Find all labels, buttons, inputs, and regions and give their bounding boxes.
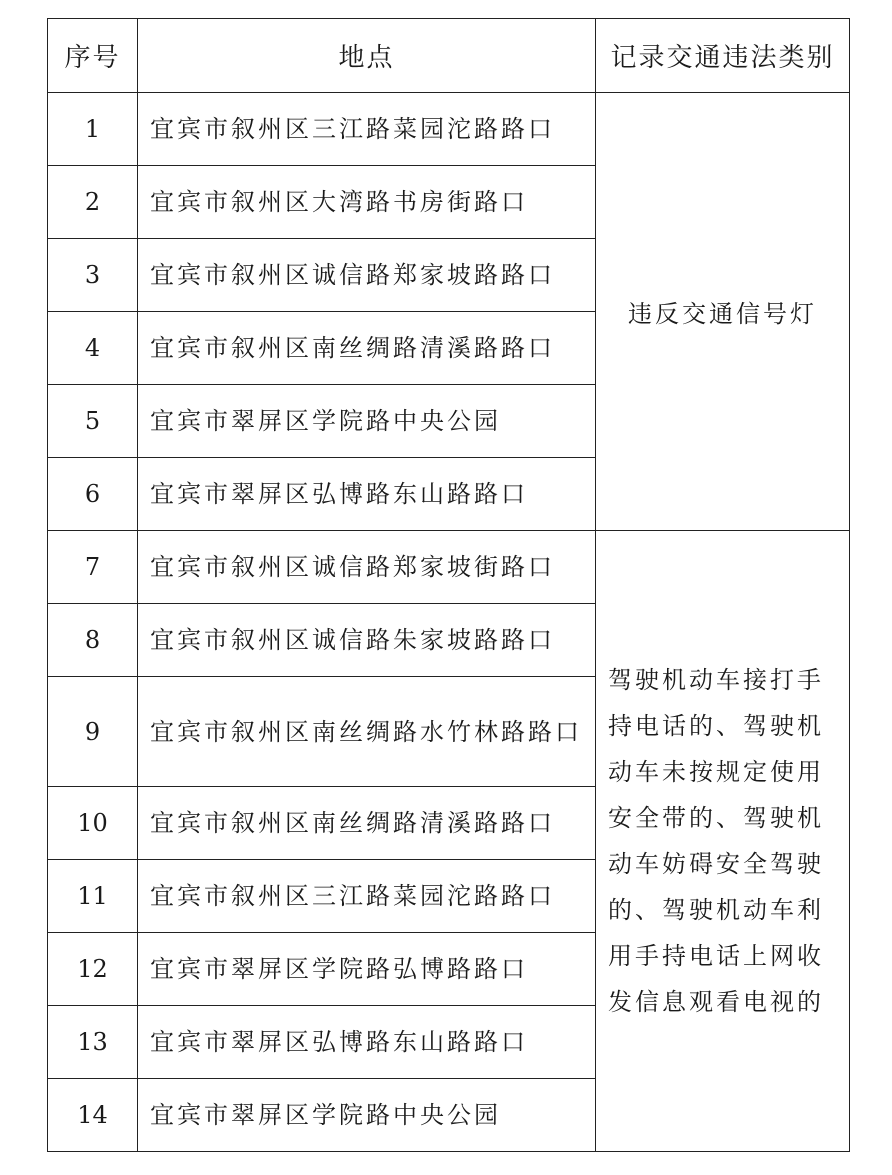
- header-no: 序号: [48, 19, 138, 93]
- row-number: 6: [48, 458, 138, 531]
- row-number: 11: [48, 860, 138, 933]
- table-row: [48, 93, 850, 166]
- row-location: 宜宾市叙州区诚信路郑家坡街路口: [138, 531, 596, 604]
- row-location: 宜宾市翠屏区学院路中央公园: [138, 385, 596, 458]
- category-traffic-signal: 违反交通信号灯: [596, 93, 850, 531]
- row-location: 宜宾市叙州区诚信路朱家坡路路口: [138, 604, 596, 677]
- row-number: 7: [48, 531, 138, 604]
- row-number: 5: [48, 385, 138, 458]
- row-location: 宜宾市叙州区南丝绸路水竹林路路口: [138, 677, 596, 787]
- table-row: [48, 531, 850, 604]
- row-number: 13: [48, 1006, 138, 1079]
- row-location: 宜宾市翠屏区学院路中央公园: [138, 1079, 596, 1152]
- row-location: 宜宾市叙州区三江路菜园沱路路口: [138, 860, 596, 933]
- row-location: 宜宾市叙州区南丝绸路清溪路路口: [138, 312, 596, 385]
- row-location: 宜宾市叙州区诚信路郑家坡路路口: [138, 239, 596, 312]
- row-number: 3: [48, 239, 138, 312]
- header-location: 地点: [138, 19, 596, 93]
- violation-location-table: [47, 18, 850, 1152]
- row-location: 宜宾市叙州区南丝绸路清溪路路口: [138, 787, 596, 860]
- row-location: 宜宾市翠屏区弘博路东山路路口: [138, 458, 596, 531]
- header-row: [48, 19, 850, 93]
- row-location: 宜宾市叙州区三江路菜园沱路路口: [138, 93, 596, 166]
- row-number: 12: [48, 933, 138, 1006]
- row-number: 2: [48, 166, 138, 239]
- row-number: 8: [48, 604, 138, 677]
- row-number: 1: [48, 93, 138, 166]
- row-number: 10: [48, 787, 138, 860]
- header-category: 记录交通违法类别: [596, 19, 850, 93]
- row-number: 9: [48, 677, 138, 787]
- category-driving-violations: 驾驶机动车接打手持电话的、驾驶机动车未按规定使用安全带的、驾驶机动车妨碍安全驾驶的、驾驶机动车利用手持电话上网收发信息观看电视的: [596, 531, 850, 1152]
- row-location: 宜宾市叙州区大湾路书房街路口: [138, 166, 596, 239]
- row-number: 14: [48, 1079, 138, 1152]
- row-number: 4: [48, 312, 138, 385]
- row-location: 宜宾市翠屏区弘博路东山路路口: [138, 1006, 596, 1079]
- row-location: 宜宾市翠屏区学院路弘博路路口: [138, 933, 596, 1006]
